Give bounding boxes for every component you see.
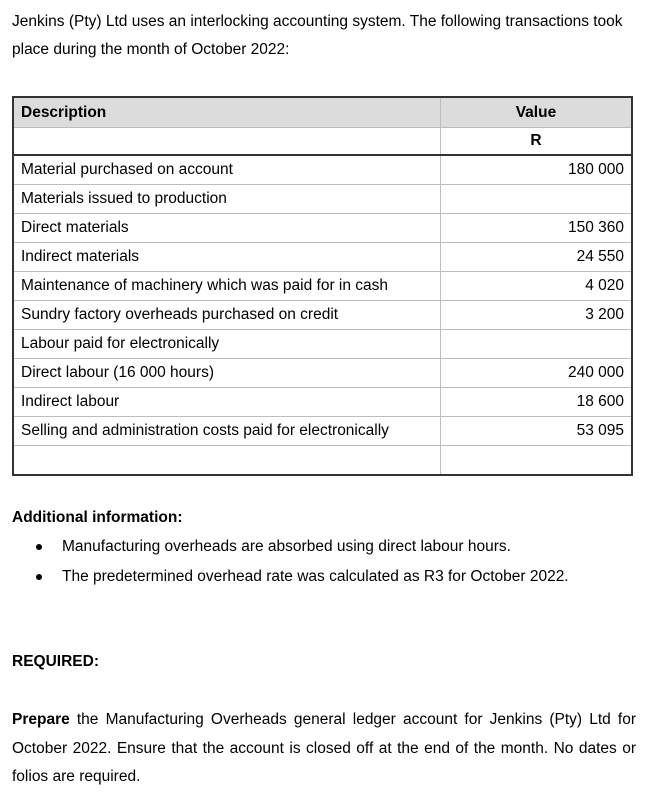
row-description: Selling and administration costs paid for electronically xyxy=(13,417,440,446)
table-header-row xyxy=(13,97,632,128)
row-description: Indirect labour xyxy=(13,388,440,417)
table-row xyxy=(13,272,632,301)
header-value: Value xyxy=(440,97,632,128)
required-heading: REQUIRED: xyxy=(12,653,99,670)
row-description: Materials issued to production xyxy=(13,185,440,214)
table-row xyxy=(13,359,632,388)
table-row xyxy=(13,301,632,330)
row-description: Direct labour (16 000 hours) xyxy=(13,359,440,388)
additional-bullets xyxy=(12,532,632,592)
row-value: 53 095 xyxy=(440,417,632,446)
row-value: 150 360 xyxy=(440,214,632,243)
header-description: Description xyxy=(13,97,440,128)
additional-heading: Additional information: xyxy=(12,509,183,526)
row-description: Indirect materials xyxy=(13,243,440,272)
row-value xyxy=(440,330,632,359)
transactions-table xyxy=(12,96,633,476)
row-description: Labour paid for electronically xyxy=(13,330,440,359)
row-description: Maintenance of machinery which was paid for in cash xyxy=(13,272,440,301)
bullet-item: Manufacturing overheads are absorbed using direct labour hours. xyxy=(12,532,632,562)
bullet-item: The predetermined overhead rate was calculated as R3 for October 2022. xyxy=(12,562,632,592)
row-value: 18 600 xyxy=(440,388,632,417)
row-description: Material purchased on account xyxy=(13,155,440,185)
required-lead: Prepare xyxy=(12,711,70,728)
required-body: the Manufacturing Overheads general ledger account for Jenkins (Pty) Ltd for October 2022. Ensure that the account is closed off at the end of the month. No dates or folios are required. xyxy=(12,711,636,785)
row-value: 180 000 xyxy=(440,155,632,185)
table-row xyxy=(13,417,632,446)
row-description xyxy=(13,446,440,476)
row-description: Direct materials xyxy=(13,214,440,243)
row-value xyxy=(440,185,632,214)
table-row xyxy=(13,214,632,243)
bullet-icon xyxy=(36,574,42,580)
table-row xyxy=(13,446,632,476)
intro-text: Jenkins (Pty) Ltd uses an interlocking accounting system. The following transactions took place during the month of October 2022: xyxy=(12,13,623,58)
row-description: Sundry factory overheads purchased on credit xyxy=(13,301,440,330)
table-row xyxy=(13,243,632,272)
required-text xyxy=(12,706,636,792)
row-value: 24 550 xyxy=(440,243,632,272)
row-value: 4 020 xyxy=(440,272,632,301)
row-value xyxy=(440,446,632,476)
table-row xyxy=(13,388,632,417)
row-value: 3 200 xyxy=(440,301,632,330)
unit-label: R xyxy=(440,128,632,156)
row-value: 240 000 xyxy=(440,359,632,388)
bullet-icon xyxy=(36,544,42,550)
unit-row xyxy=(13,128,632,156)
table-row xyxy=(13,330,632,359)
table-row xyxy=(13,185,632,214)
table-row xyxy=(13,155,632,185)
